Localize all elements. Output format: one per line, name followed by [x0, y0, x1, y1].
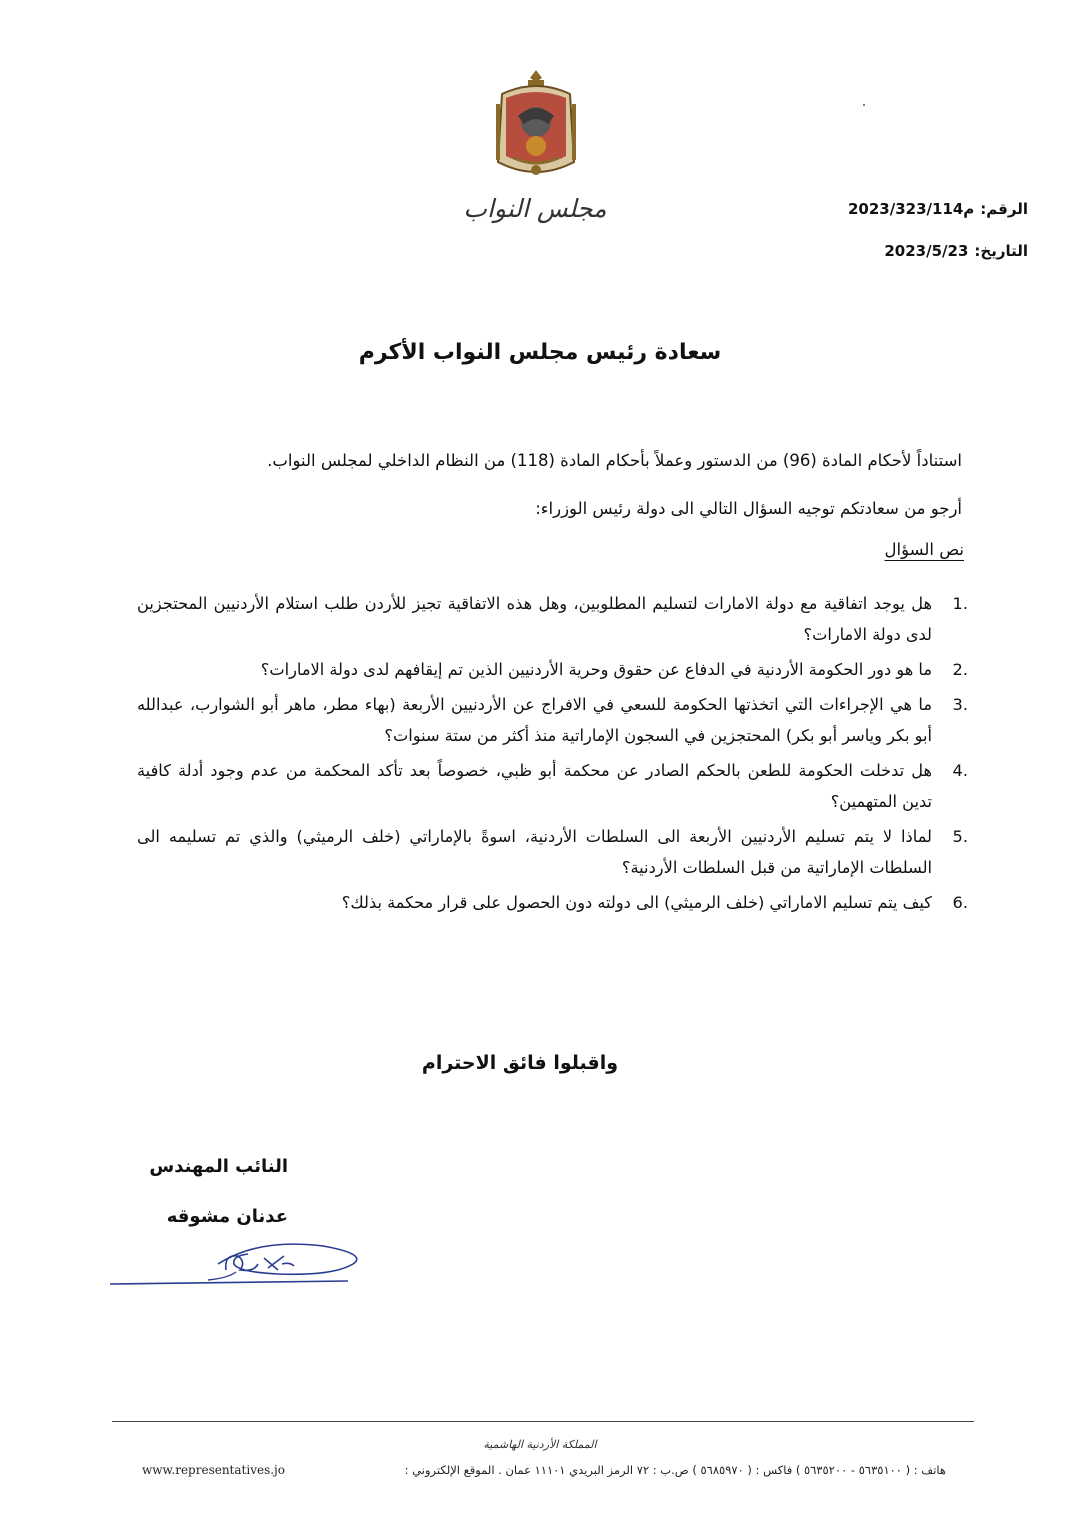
request-paragraph: أرجو من سعادتكم توجيه السؤال التالي الى دولة رئيس الوزراء:: [535, 499, 962, 518]
date-value: 2023/5/23: [884, 242, 969, 260]
reference-label: الرقم:: [980, 200, 1028, 218]
questions-list: [137, 588, 968, 922]
question-text: هل يوجد اتفاقية مع دولة الامارات لتسليم المطلوبين، وهل هذه الاتفاقية تجيز للأردن طلب استلام الأردنيين المحتجزين لدى دولة الامارات؟: [137, 594, 932, 644]
question-item: [137, 755, 968, 817]
signatory-title: النائب المهندس: [149, 1156, 288, 1177]
question-number: 2.: [952, 660, 968, 679]
question-item: [137, 821, 968, 883]
question-item: [137, 588, 968, 650]
question-text: لماذا لا يتم تسليم الأردنيين الأربعة الى السلطات الأردنية، اسوةً بالإماراتي (خلف الرميثي) والذي تم تسليمه الى السلطات الإماراتية من قبل السلطات الأردنية؟: [137, 827, 932, 877]
reference-number: [848, 200, 1028, 218]
footer-contact: هاتف : ( ٥٦٣٥١٠٠ - ٥٦٣٥٢٠٠ ) فاكس : ( ٥٦٨٥٩٧٠ ) ص.ب : ٧٢ الرمز البريدي ١١١٠١ عمان . الموقع الإلكتروني :: [404, 1463, 946, 1477]
closing-phrase: واقبلوا فائق الاحترام: [421, 1052, 619, 1074]
question-number: 1.: [952, 594, 968, 613]
question-number: 4.: [952, 761, 968, 780]
intro-paragraph: استناداً لأحكام المادة (96) من الدستور وعملاً بأحكام المادة (118) من النظام الداخلي لمجلس النواب.: [267, 451, 962, 470]
signatory-name: عدنان مشوقه: [166, 1206, 288, 1227]
coat-of-arms-icon: [488, 66, 584, 190]
question-text: هل تدخلت الحكومة للطعن بالحكم الصادر عن محكمة أبو ظبي، خصوصاً بعد تأكد المحكمة من عدم وجود أدلة كافية تدين المتهمين؟: [137, 761, 932, 811]
footer-website-link[interactable]: www.representatives.jo: [142, 1463, 285, 1477]
salutation-heading: سعادة رئيس مجلس النواب الأكرم: [358, 340, 722, 365]
date-label: التاريخ:: [974, 242, 1028, 260]
question-text: كيف يتم تسليم الاماراتي (خلف الرميثي) الى دولته دون الحصول على قرار محكمة بذلك؟: [341, 893, 932, 912]
footer-divider: [112, 1421, 974, 1422]
question-text: ما هو دور الحكومة الأردنية في الدفاع عن حقوق وحرية الأردنيين الذين تم إيقافهم لدى دولة الامارات؟: [260, 660, 932, 679]
footer-kingdom: المملكة الأردنية الهاشمية: [483, 1438, 597, 1451]
question-item: [137, 689, 968, 751]
question-text: ما هي الإجراءات التي اتخذتها الحكومة للسعي في الافراج عن الأردنيين الأربعة (بهاء مطر، ماهر أبو الشوارب، عبدالله أبو بكر وياسر أبو بكر) المحتجزين في السجون الإماراتية منذ أكثر من ستة سنوات؟: [137, 695, 932, 745]
council-name-script: مجلس النواب: [463, 194, 607, 223]
letter-date: [884, 242, 1028, 260]
speck-mark: [863, 104, 865, 106]
questions-title: نص السؤال: [884, 540, 964, 559]
question-number: 6.: [952, 893, 968, 912]
question-item: [137, 654, 968, 685]
signature-mark: [108, 1234, 368, 1294]
question-number: 5.: [952, 827, 968, 846]
reference-value: م2023/323/114: [847, 200, 975, 218]
question-item: [137, 887, 968, 918]
question-number: 3.: [952, 695, 968, 714]
